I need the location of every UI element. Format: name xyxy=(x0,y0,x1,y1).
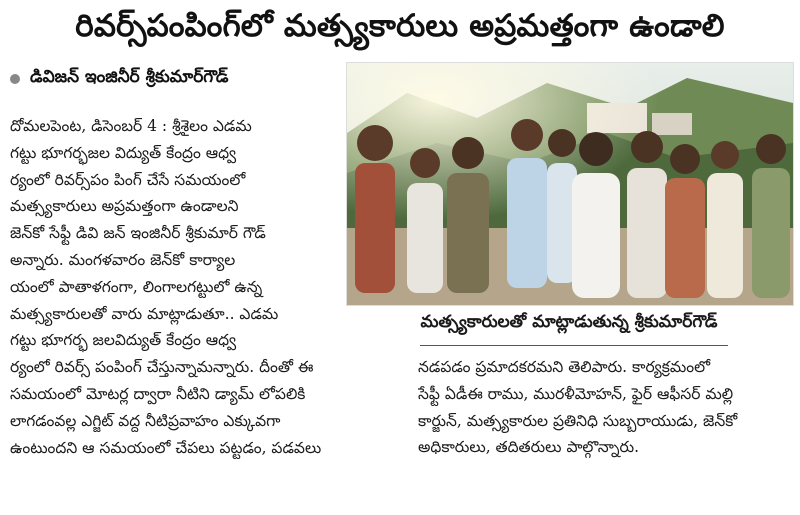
byline xyxy=(10,64,228,94)
caption-divider xyxy=(420,345,728,346)
body-line: అధికారులు, తదితరులు పాల్గొన్నారు. xyxy=(418,438,640,457)
body-line: మత్స్యకారులు అప్రమత్తంగా ఉండాలని xyxy=(10,197,239,216)
photo-caption: మత్స్యకారులతో మాట్లాడుతున్న శ్రీకుమార్‌గౌడ్ xyxy=(420,312,718,332)
body-line: ఉంటుందని ఆ సమయంలో చేపలు పట్టడం, పడవలు xyxy=(10,438,322,457)
body-line: ర్యంలో రివర్స్‌పం పింగ్ చేసే సమయంలో xyxy=(10,170,246,189)
body-line: జెన్‌కో సేఫ్టీ డివి జన్ ఇంజినీర్ శ్రీకుమార్ గౌడ్ xyxy=(10,224,266,243)
body-line: ర్యంలో రివర్స్ పంపింగ్ చేస్తున్నామన్నారు. దీంతో ఈ xyxy=(10,358,314,377)
body-line: సమయంలో మోటర్ల ద్వారా నీటిని డ్యామ్ లోపలికి xyxy=(10,384,306,403)
body-line: కార్జున్, మత్స్యకారుల ప్రతినిధి సుబ్బరాయుడు, జెన్‌కో xyxy=(418,411,738,430)
body-line: దోమలపెంట, డిసెంబర్ 4 : శ్రీశైలం ఎడమ xyxy=(10,117,252,135)
headline: రివర్స్‌పంపింగ్‌లో మత్స్యకారులు అప్రమత్తంగా ఉండాలి xyxy=(75,8,725,44)
body-line: గట్టు భూగర్భజల విద్యుత్ కేంద్రం ఆధ్వ xyxy=(10,143,237,162)
bullet-icon xyxy=(10,74,20,84)
body-line: నడపడం ప్రమాదకరమని తెలిపారు. కార్యక్రమంలో xyxy=(418,358,711,376)
photo-illustration xyxy=(347,63,793,305)
body-line: యంలో పాతాళగంగా, లింగాలగట్టులో ఉన్న xyxy=(10,277,263,296)
body-line: అన్నారు. మంగళవారం జెన్‌కో కార్యాల xyxy=(10,250,236,269)
news-photo xyxy=(346,62,794,306)
body-line: మత్స్యకారులతో వారు మాట్లాడుతూ.. ఎడమ xyxy=(10,304,279,323)
body-line: గట్టు భూగర్భ జలవిద్యుత్ కేంద్రం ఆధ్వ xyxy=(10,331,237,350)
byline-text: డివిజన్ ఇంజినీర్ శ్రీకుమార్‌గౌడ్ xyxy=(30,67,229,87)
body-line: సేఫ్టీ ఏడీఈ రాము, మురళీమోహన్, ఫైర్ ఆఫీసర్ మల్లి xyxy=(418,384,734,403)
body-column-right xyxy=(418,354,792,461)
body-column-left xyxy=(10,113,332,461)
body-line: లాగడంవల్ల ఎగ్జిట్ వద్ద నీటిప్రవాహం ఎక్కువగా xyxy=(10,411,281,430)
